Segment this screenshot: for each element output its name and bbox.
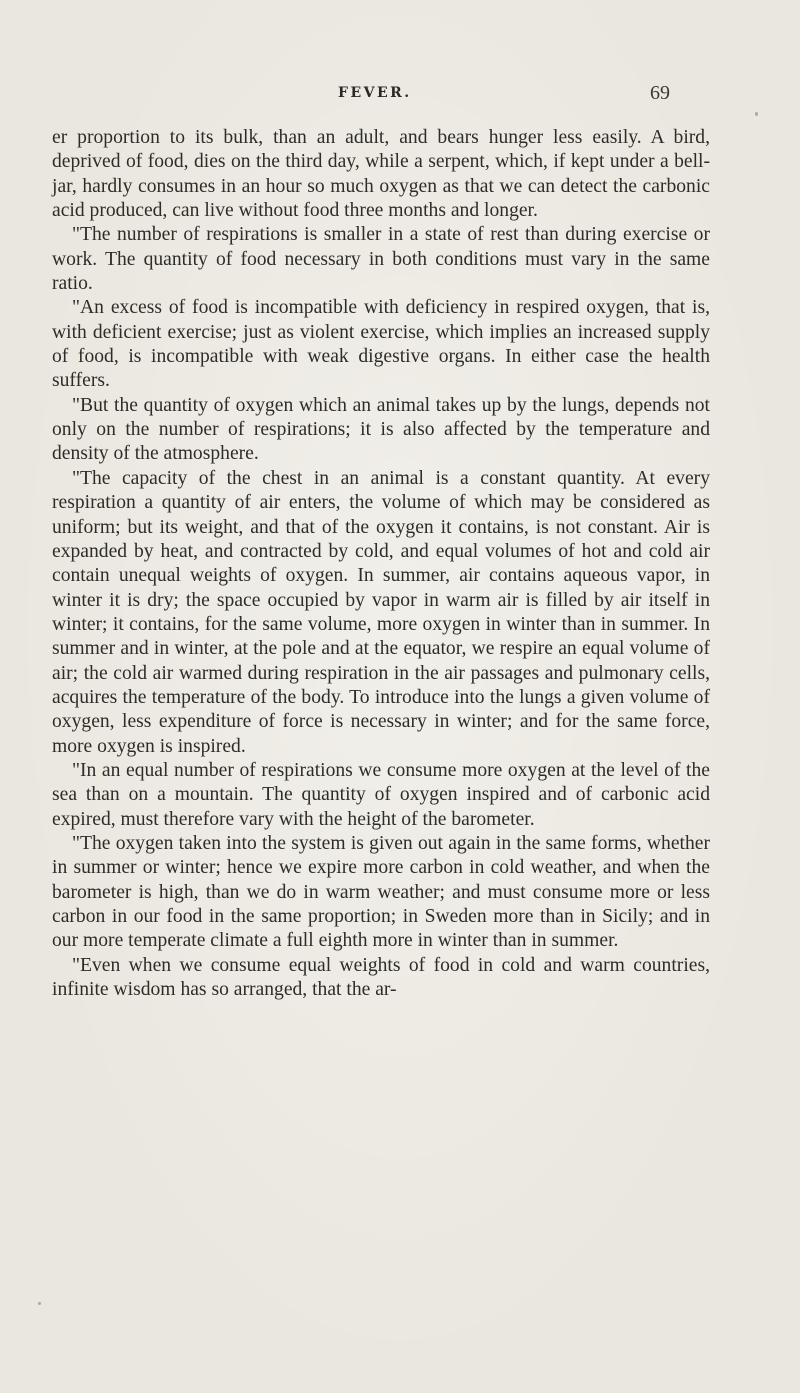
paragraph-1: er proportion to its bulk, than an adult, and bears hunger less easily. A bird, deprived of food, dies on the third day, while a serpent, which, if kept under a bell-jar, hardly consumes in an hour so much oxygen as that we can detect the carbonic acid produced, can live without food three months and longer. [52,127,710,222]
paragraph-4: "But the quantity of oxygen which an animal takes up by the lungs, depends not only on the number of respirations; it is also affected by the temperature and density of the atmosphere. [52,394,710,465]
paragraph-6: "In an equal number of respirations we consume more oxygen at the level of the sea than on a mountain. The quantity of oxygen inspired and of carbonic acid expired, must therefore vary with the height of the barometer. [52,759,710,830]
paragraph-8: "Even when we consume equal weights of food in cold and warm countries, infinite wisdom has so arranged, that the ar- [52,954,710,1001]
paper-speck [38,1302,41,1305]
page-header [0,82,800,115]
paragraph-7: "The oxygen taken into the system is given out again in the same forms, whether in summer or winter; hence we expire more carbon in cold weather, and when the barometer is high, than we do in warm weather; and must consume more or less carbon in our food in the same proportion; in Sweden more than in Sicily; and in our more temperate climate a full eighth more in winter than in summer. [52,832,710,952]
body-text [52,126,710,1002]
paper-speck [755,112,758,116]
page-number: 69 [650,82,670,104]
running-head: FEVER. [338,85,412,101]
paragraph-5: "The capacity of the chest in an animal is a constant quantity. At every respiration a quantity of air enters, the volume of which may be considered as uniform; but its weight, and that of the oxygen it contains, is not constant. Air is expanded by heat, and contracted by cold, and equal volumes of hot and cold air contain unequal weights of oxygen. In summer, air contains aqueous vapor, in winter it is dry; the space occupied by vapor in warm air is filled by air itself in winter; it contains, for the same volume, more oxygen in winter than in summer. In summer and in winter, at the pole and at the equator, we respire an equal volume of air; the cold air warmed during respiration in the air passages and pulmonary cells, acquires the temperature of the body. To introduce into the lungs a given volume of oxygen, less expenditure of force is necessary in winter; and for the same force, more oxygen is inspired. [52,467,710,757]
paragraph-2: "The number of respirations is smaller in a state of rest than during exercise or work. The quantity of food necessary in both conditions must vary in the same ratio. [52,224,710,295]
paper-speck [596,846,598,848]
paragraph-3: "An excess of food is incompatible with deficiency in respired oxygen, that is, with deficient exercise; just as violent exercise, which implies an increased supply of food, is incompatible with weak digestive organs. In either case the health suffers. [52,297,710,392]
